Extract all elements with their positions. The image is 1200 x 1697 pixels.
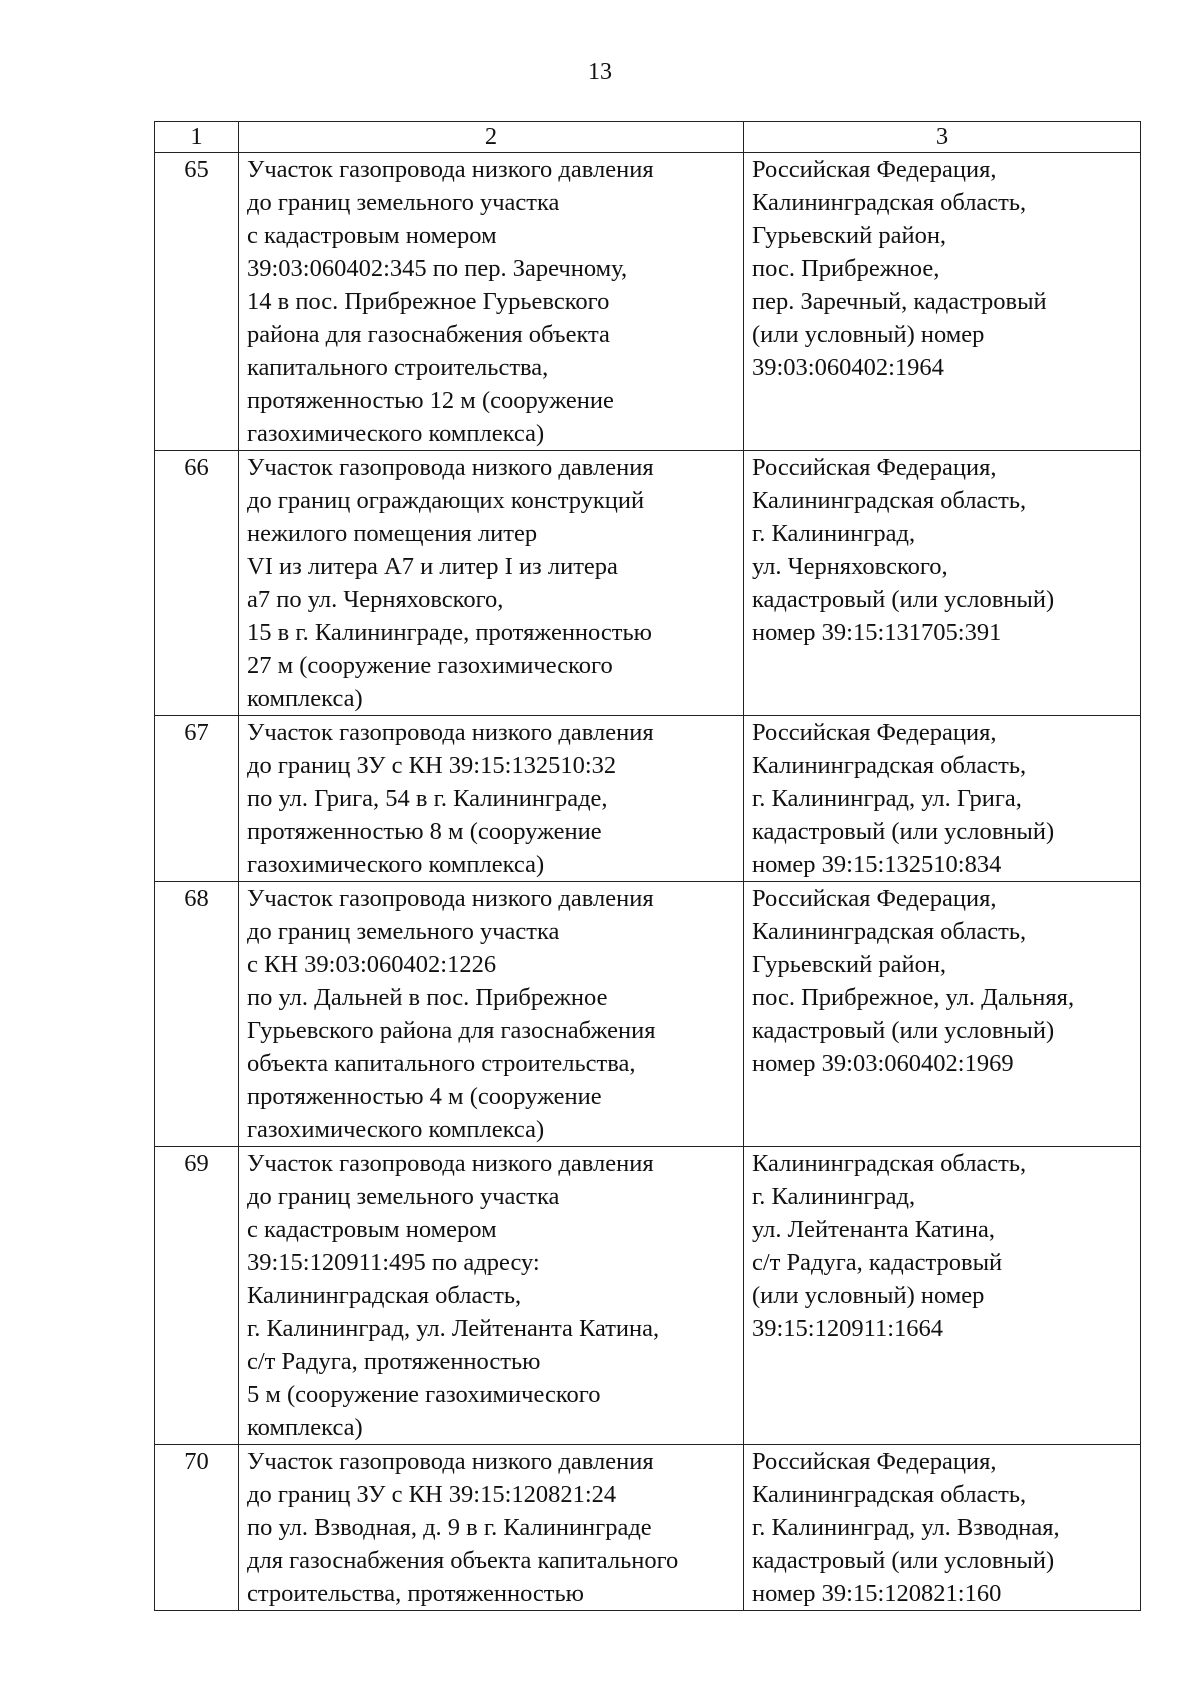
description-line: объекта капитального строительства, xyxy=(247,1050,636,1077)
table-row xyxy=(155,153,1141,451)
description-line: Участок газопровода низкого давления xyxy=(247,885,654,912)
address-line: Калининградская область, xyxy=(752,752,1027,779)
row-number: 68 xyxy=(155,882,239,1147)
address-line: кадастровый (или условный) xyxy=(752,1547,1055,1574)
description-line: протяженностью 4 м (сооружение xyxy=(247,1083,602,1110)
column-header-description: 2 xyxy=(239,122,744,153)
objects-table xyxy=(154,121,1141,1611)
description-line: до границ земельного участка xyxy=(247,1183,560,1210)
table-row xyxy=(155,882,1141,1147)
table-row xyxy=(155,1445,1141,1611)
row-number: 67 xyxy=(155,716,239,882)
address-line: кадастровый (или условный) xyxy=(752,818,1055,845)
description-line: а7 по ул. Черняховского, xyxy=(247,586,504,613)
description-line: VI из литера А7 и литер I из литера xyxy=(247,553,618,580)
address-line: г. Калининград, ул. Взводная, xyxy=(752,1514,1060,1541)
table-row xyxy=(155,716,1141,882)
object-description xyxy=(239,451,744,716)
address-line: ул. Лейтенанта Катина, xyxy=(752,1216,995,1243)
description-line: 5 м (сооружение газохимического xyxy=(247,1381,601,1408)
address-line: Калининградская область, xyxy=(752,918,1027,945)
address-line: (или условный) номер xyxy=(752,1282,985,1309)
table-body xyxy=(155,153,1141,1611)
description-line: до границ ЗУ с КН 39:15:120821:24 xyxy=(247,1481,617,1508)
description-line: протяженностью 8 м (сооружение xyxy=(247,818,602,845)
object-address xyxy=(744,1147,1141,1445)
address-line: кадастровый (или условный) xyxy=(752,1017,1055,1044)
address-line: номер 39:15:131705:391 xyxy=(752,619,1002,646)
object-address xyxy=(744,153,1141,451)
address-line: Российская Федерация, xyxy=(752,719,997,746)
address-line: Калининградская область, xyxy=(752,189,1027,216)
table-header-row xyxy=(155,122,1141,153)
object-description xyxy=(239,882,744,1147)
address-line: 39:15:120911:1664 xyxy=(752,1315,944,1342)
description-line: 15 в г. Калининграде, протяженностью xyxy=(247,619,652,646)
address-line: (или условный) номер xyxy=(752,321,985,348)
address-line: номер 39:15:132510:834 xyxy=(752,851,1002,878)
description-line: района для газоснабжения объекта xyxy=(247,321,610,348)
description-line: 39:03:060402:345 по пер. Заречному, xyxy=(247,255,628,282)
row-number: 65 xyxy=(155,153,239,451)
object-address xyxy=(744,1445,1141,1611)
description-line: с КН 39:03:060402:1226 xyxy=(247,951,497,978)
description-line: до границ ограждающих конструкций xyxy=(247,487,645,514)
description-line: комплекса) xyxy=(247,685,363,712)
description-line: комплекса) xyxy=(247,1414,363,1441)
address-line: пос. Прибрежное, xyxy=(752,255,940,282)
address-line: Калининградская область, xyxy=(752,487,1027,514)
address-line: г. Калининград, ул. Грига, xyxy=(752,785,1022,812)
description-line: Участок газопровода низкого давления xyxy=(247,454,654,481)
address-line: Российская Федерация, xyxy=(752,885,997,912)
description-line: с/т Радуга, протяженностью xyxy=(247,1348,541,1375)
description-line: газохимического комплекса) xyxy=(247,851,545,878)
table-row xyxy=(155,451,1141,716)
address-line: Гурьевский район, xyxy=(752,222,947,249)
description-line: капитального строительства, xyxy=(247,354,549,381)
description-line: по ул. Грига, 54 в г. Калининграде, xyxy=(247,785,608,812)
description-line: Участок газопровода низкого давления xyxy=(247,156,654,183)
object-description xyxy=(239,716,744,882)
row-number: 66 xyxy=(155,451,239,716)
address-line: 39:03:060402:1964 xyxy=(752,354,944,381)
address-line: номер 39:15:120821:160 xyxy=(752,1580,1002,1607)
description-line: нежилого помещения литер xyxy=(247,520,538,547)
column-header-number: 1 xyxy=(155,122,239,153)
row-number: 69 xyxy=(155,1147,239,1445)
description-line: с кадастровым номером xyxy=(247,1216,497,1243)
description-line: до границ ЗУ с КН 39:15:132510:32 xyxy=(247,752,617,779)
table-row xyxy=(155,1147,1141,1445)
description-line: Калининградская область, xyxy=(247,1282,522,1309)
description-line: до границ земельного участка xyxy=(247,189,560,216)
object-address xyxy=(744,882,1141,1147)
address-line: ул. Черняховского, xyxy=(752,553,948,580)
address-line: Гурьевский район, xyxy=(752,951,947,978)
description-line: Участок газопровода низкого давления xyxy=(247,1448,654,1475)
column-header-address: 3 xyxy=(744,122,1141,153)
description-line: по ул. Дальней в пос. Прибрежное xyxy=(247,984,608,1011)
description-line: протяженностью 12 м (сооружение xyxy=(247,387,614,414)
address-line: Калининградская область, xyxy=(752,1481,1027,1508)
description-line: газохимического комплекса) xyxy=(247,1116,545,1143)
page-number: 13 xyxy=(588,59,612,85)
address-line: г. Калининград, xyxy=(752,520,916,547)
description-line: 27 м (сооружение газохимического xyxy=(247,652,613,679)
description-line: Гурьевского района для газоснабжения xyxy=(247,1017,656,1044)
description-line: до границ земельного участка xyxy=(247,918,560,945)
row-number: 70 xyxy=(155,1445,239,1611)
description-line: г. Калининград, ул. Лейтенанта Катина, xyxy=(247,1315,660,1342)
description-line: Участок газопровода низкого давления xyxy=(247,719,654,746)
address-line: Калининградская область, xyxy=(752,1150,1027,1177)
object-description xyxy=(239,1147,744,1445)
description-line: газохимического комплекса) xyxy=(247,420,545,447)
description-line: с кадастровым номером xyxy=(247,222,497,249)
description-line: Участок газопровода низкого давления xyxy=(247,1150,654,1177)
address-line: Российская Федерация, xyxy=(752,156,997,183)
description-line: 39:15:120911:495 по адресу: xyxy=(247,1249,540,1276)
description-line: строительства, протяженностью xyxy=(247,1580,584,1607)
description-line: для газоснабжения объекта капитального xyxy=(247,1547,679,1574)
address-line: с/т Радуга, кадастровый xyxy=(752,1249,1003,1276)
address-line: пер. Заречный, кадастровый xyxy=(752,288,1047,315)
object-description xyxy=(239,1445,744,1611)
address-line: г. Калининград, xyxy=(752,1183,916,1210)
address-line: номер 39:03:060402:1969 xyxy=(752,1050,1014,1077)
object-description xyxy=(239,153,744,451)
description-line: по ул. Взводная, д. 9 в г. Калининграде xyxy=(247,1514,652,1541)
description-line: 14 в пос. Прибрежное Гурьевского xyxy=(247,288,610,315)
address-line: пос. Прибрежное, ул. Дальняя, xyxy=(752,984,1075,1011)
address-line: Российская Федерация, xyxy=(752,1448,997,1475)
address-line: Российская Федерация, xyxy=(752,454,997,481)
address-line: кадастровый (или условный) xyxy=(752,586,1055,613)
object-address xyxy=(744,451,1141,716)
object-address xyxy=(744,716,1141,882)
